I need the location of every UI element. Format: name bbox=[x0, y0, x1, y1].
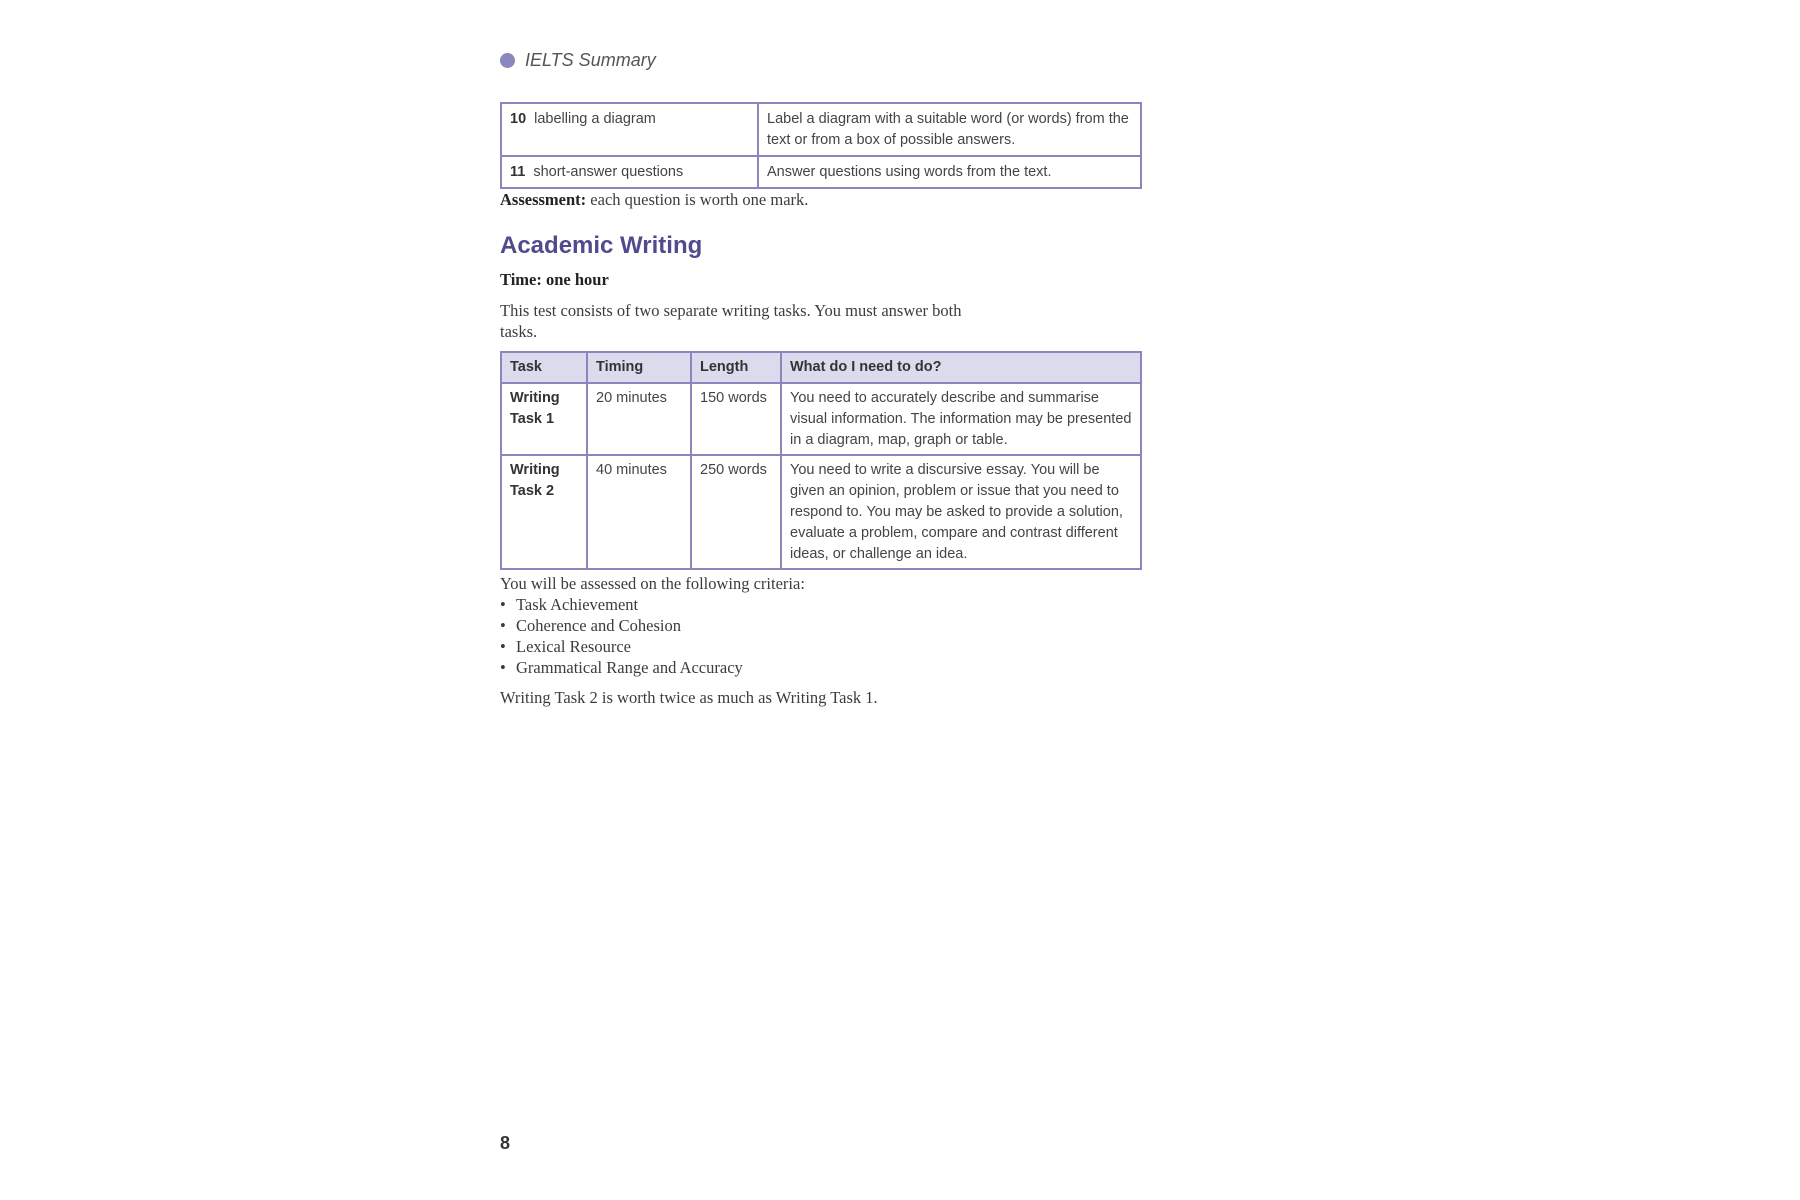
question-type-cell bbox=[501, 156, 758, 188]
section-intro: This test consists of two separate writing tasks. You must answer both tasks. bbox=[500, 301, 962, 341]
bullet-icon: • bbox=[500, 658, 506, 677]
task-name-line: Task 1 bbox=[510, 411, 555, 427]
bullet-dot-icon bbox=[500, 53, 515, 68]
length-cell: 250 words bbox=[691, 455, 781, 569]
task-name-cell bbox=[501, 455, 587, 569]
description-cell: You need to accurately describe and summarise visual information. The information may be presented in a diagram, map, graph or table. bbox=[781, 383, 1141, 455]
time-allowed: Time: one hour bbox=[500, 270, 609, 289]
reading-question-types-table bbox=[500, 102, 1142, 189]
column-header: Timing bbox=[587, 352, 691, 383]
table-row bbox=[501, 156, 1141, 188]
question-type-name: labelling a diagram bbox=[534, 111, 656, 127]
column-header: Task bbox=[501, 352, 587, 383]
closing-note: Writing Task 2 is worth twice as much as Writing Task 1. bbox=[500, 688, 878, 707]
writing-tasks-table bbox=[500, 351, 1142, 570]
table-row bbox=[501, 455, 1141, 569]
criteria-list bbox=[500, 594, 743, 678]
column-header: Length bbox=[691, 352, 781, 383]
criteria-item: Grammatical Range and Accuracy bbox=[516, 658, 743, 677]
length-cell: 150 words bbox=[691, 383, 781, 455]
table-header-row bbox=[501, 352, 1141, 383]
timing-cell: 40 minutes bbox=[587, 455, 691, 569]
criteria-item: Lexical Resource bbox=[516, 637, 631, 656]
list-item bbox=[500, 594, 743, 615]
bullet-icon: • bbox=[500, 637, 506, 656]
task-name-line: Task 2 bbox=[510, 483, 555, 499]
table-row bbox=[501, 103, 1141, 156]
question-number: 10 bbox=[510, 111, 527, 127]
question-type-description: Label a diagram with a suitable word (or words) from the text or from a box of possible answers. bbox=[758, 103, 1141, 156]
assessment-note bbox=[500, 190, 808, 210]
timing-cell: 20 minutes bbox=[587, 383, 691, 455]
question-type-cell bbox=[501, 103, 758, 156]
description-cell: You need to write a discursive essay. You will be given an opinion, problem or issue that you need to respond to. You may be asked to provide a solution, evaluate a problem, compare and contrast different ideas, or challenge an idea. bbox=[781, 455, 1141, 569]
criteria-item: Coherence and Cohesion bbox=[516, 616, 681, 635]
section-title: Academic Writing bbox=[500, 232, 703, 259]
task-name-cell bbox=[501, 383, 587, 455]
list-item bbox=[500, 657, 743, 678]
task-name-line: Writing bbox=[510, 462, 560, 478]
bullet-icon: • bbox=[500, 595, 506, 614]
list-item bbox=[500, 615, 743, 636]
task-name-line: Writing bbox=[510, 390, 560, 406]
page-number: 8 bbox=[500, 1133, 511, 1153]
column-header: What do I need to do? bbox=[781, 352, 1141, 383]
bullet-icon: • bbox=[500, 616, 506, 635]
criteria-intro: You will be assessed on the following criteria: bbox=[500, 574, 805, 593]
running-header-title: IELTS Summary bbox=[525, 50, 656, 70]
criteria-item: Task Achievement bbox=[516, 595, 639, 614]
assessment-text: each question is worth one mark. bbox=[590, 190, 809, 209]
table-row bbox=[501, 383, 1141, 455]
question-type-description: Answer questions using words from the text. bbox=[758, 156, 1141, 188]
question-type-name: short-answer questions bbox=[533, 164, 684, 180]
assessment-label: Assessment: bbox=[500, 190, 587, 209]
question-number: 11 bbox=[510, 164, 526, 180]
running-header bbox=[500, 50, 656, 71]
list-item bbox=[500, 636, 743, 657]
